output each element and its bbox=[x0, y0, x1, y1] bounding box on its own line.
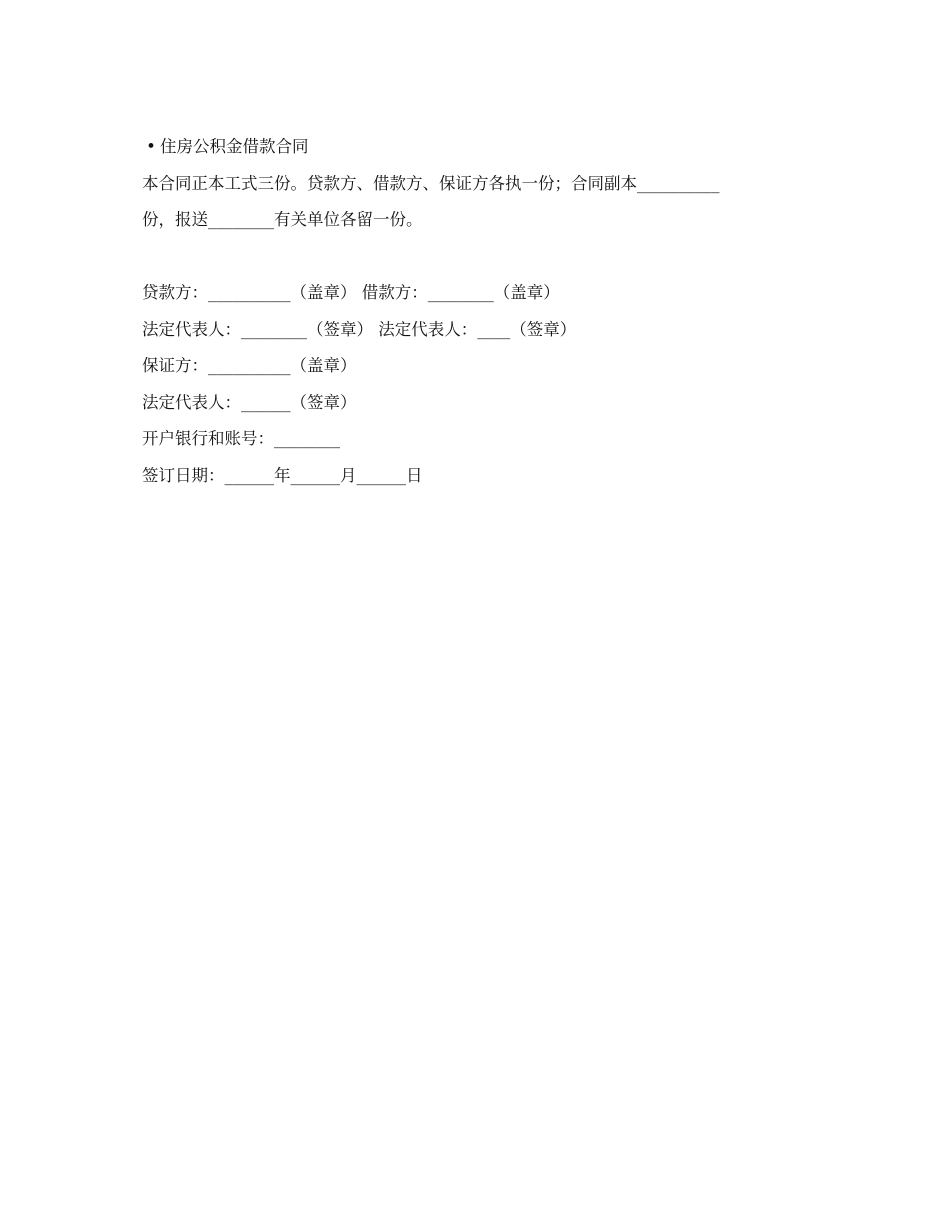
signing-date-line: 签订日期：______年______月______日 bbox=[142, 465, 423, 485]
contract-body bbox=[142, 129, 822, 494]
guarantor-representative-line: 法定代表人：______（签章） bbox=[142, 392, 357, 412]
bank-account-line: 开户银行和账号：________ bbox=[142, 429, 340, 448]
contract-title bbox=[142, 129, 822, 166]
guarantor-seal-line: 保证方：__________（盖章） bbox=[142, 356, 357, 375]
legal-representative-line: 法定代表人：________（签章） 法定代表人：____（签章） bbox=[142, 319, 577, 339]
contract-title-text: 住房公积金借款合同 bbox=[160, 137, 309, 156]
paragraph-line-1: 本合同正本工式三份。贷款方、借款方、保证方各执一份；合同副本__________ bbox=[142, 173, 720, 193]
spacer bbox=[142, 239, 822, 276]
bullet-icon: • bbox=[146, 137, 156, 156]
paragraph-line-2: 份，报送________有关单位各留一份。 bbox=[142, 210, 423, 229]
lender-borrower-seal-line: 贷款方：__________（盖章） 借款方：________（盖章） bbox=[142, 283, 560, 302]
